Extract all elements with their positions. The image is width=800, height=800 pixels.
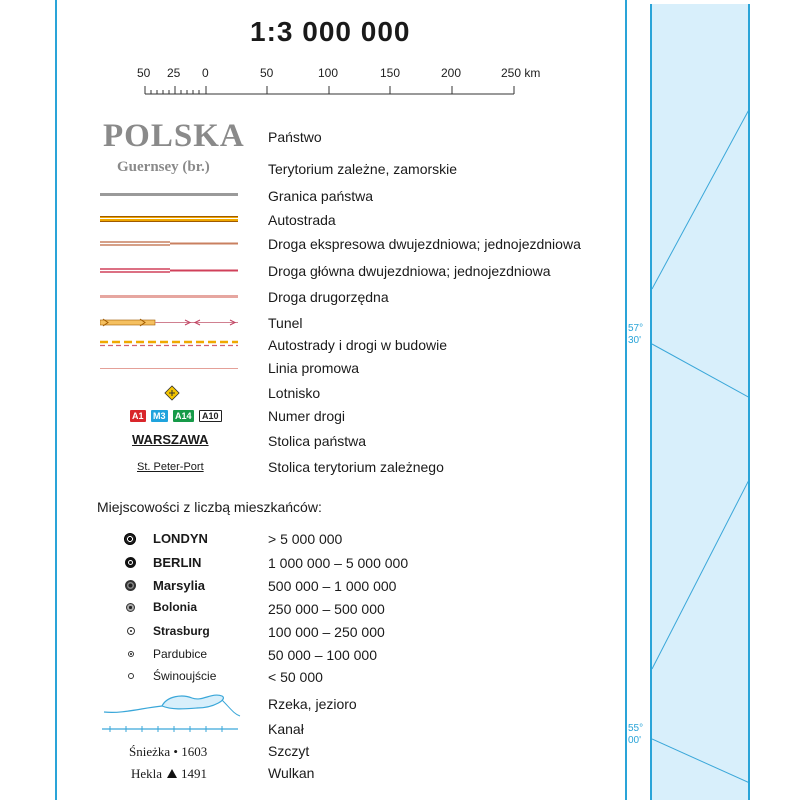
city-size-icon [127,627,135,635]
city-sample: Pardubice [153,647,208,661]
legend-item-label: Autostrady i drogi w budowie [268,337,447,353]
city-size-icon [125,580,136,591]
legend-item-label: Linia promowa [268,360,360,376]
map-preview-strip [650,4,750,800]
population-range: 250 000 – 500 000 [268,601,385,617]
legend-item-label: Stolica terytorium zależnego [268,459,444,475]
population-range: < 50 000 [268,669,323,685]
tunnel-symbol [100,318,238,328]
road-badge: A1 [132,411,144,421]
scale-tick-label: 150 [380,66,401,80]
legend-item-label: Granica państwa [268,188,374,204]
canal-symbol [100,724,240,734]
airport-icon [164,385,180,401]
legend-item-label: Rzeka, jezioro [268,696,357,712]
city-sample: Bolonia [153,600,197,614]
scale-tick-label: 250 km [501,66,541,80]
legend-item-label: Droga drugorzędna [268,289,389,305]
expressway-symbol [100,240,238,248]
population-range: 50 000 – 100 000 [268,647,377,663]
motorway-symbol [100,216,238,222]
city-size-icon [124,533,136,545]
river-lake-symbol [102,690,242,720]
peak-sample: Śnieżka • 1603 [129,744,208,759]
legend-item-label: Numer drogi [268,408,346,424]
latitude-label-1: 57° 30' [628,323,644,346]
legend-item-label: Droga główna dwujezdniowa; jednojezdniowa [268,263,551,279]
city-size-icon [126,603,135,612]
volcano-height: 1491 [181,766,207,781]
population-range: 1 000 000 – 5 000 000 [268,555,409,571]
legend-item-label: Lotnisko [268,385,321,401]
scale-tick-label: 25 [167,66,181,80]
dependency-symbol: Guernsey (br.) [117,159,210,175]
city-size-icon [125,557,136,568]
graticule-lines [652,4,750,800]
country-symbol: POLSKA [103,118,245,154]
population-range: > 5 000 000 [268,531,343,547]
scale-title: 1:3 000 000 [250,16,411,47]
secondary-road-symbol [100,295,238,298]
road-badge: A10 [199,410,222,422]
volcano-name: Hekla [131,766,163,781]
road-badge: M3 [153,411,166,421]
legend-item-label: Stolica państwa [268,433,367,449]
scale-ruler [140,82,520,98]
state-border-symbol [100,193,238,196]
legend-item-label: Wulkan [268,765,315,781]
ferry-line-symbol [100,368,238,369]
legend-item-label: Tunel [268,315,303,331]
volcano-icon [166,768,178,779]
capital-sample: WARSZAWA [132,432,209,447]
legend-item-label: Terytorium zależne, zamorskie [268,161,458,177]
city-sample: LONDYN [153,531,208,546]
dependency-capital-sample: St. Peter-Port [137,461,204,473]
scale-tick-label: 0 [202,66,209,80]
scale-tick-label: 200 [441,66,462,80]
road-badge: A14 [175,411,192,421]
legend-item-label: Kanał [268,721,304,737]
city-sample: Strasburg [153,624,210,638]
roads-under-construction-symbol [100,340,238,348]
legend-item-label: Szczyt [268,743,310,759]
population-range: 100 000 – 250 000 [268,624,385,640]
scale-tick-label: 50 [260,66,274,80]
scale-tick-label: 50 [137,66,151,80]
city-sample: Marsylia [153,578,206,593]
city-sample: Świnoujście [153,669,217,683]
population-heading: Miejscowości z liczbą mieszkańców: [97,499,322,515]
latitude-label-2: 55° 00' [628,723,644,746]
city-size-icon [128,673,134,679]
legend-item-label: Droga ekspresowa dwujezdniowa; jednojezdniowa [268,236,581,252]
legend-item-label: Autostrada [268,212,336,228]
city-sample: BERLIN [153,555,202,570]
legend-item-label: Państwo [268,129,322,145]
city-size-icon [128,651,134,657]
population-range: 500 000 – 1 000 000 [268,578,397,594]
scale-tick-label: 100 [318,66,339,80]
main-road-symbol [100,267,238,275]
